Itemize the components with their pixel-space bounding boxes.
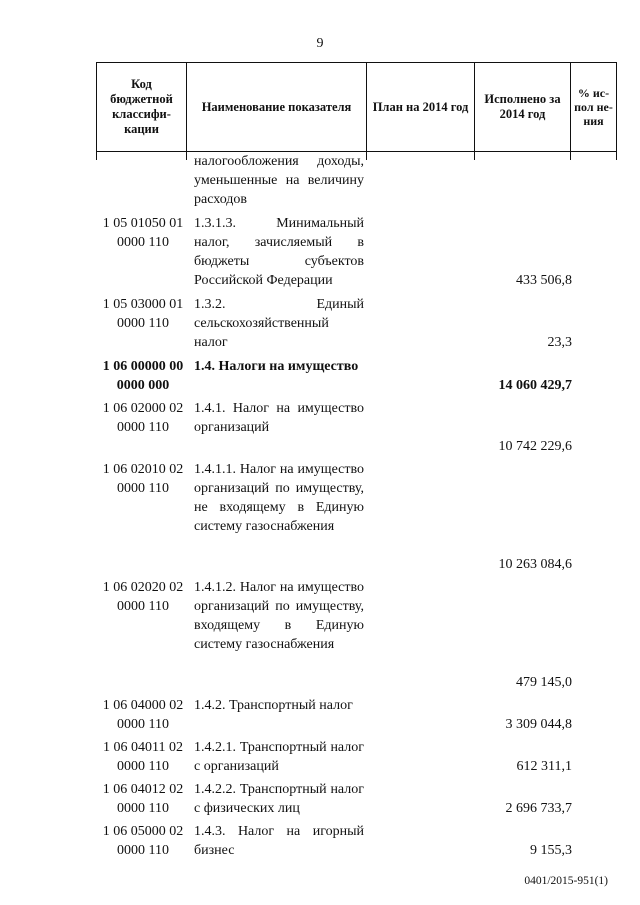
row-executed-value: 612 311,1 — [516, 759, 572, 774]
row-plan — [364, 214, 475, 290]
header-percent: % ис-пол не-ния — [571, 63, 617, 152]
row-code: 1 06 04012 02 0000 110 — [102, 782, 184, 816]
row-name: 1.4.1. Налог на имущество организаций — [194, 401, 364, 435]
row-code: 1 06 05000 02 0000 110 — [102, 824, 184, 858]
row-code: 1 05 03000 01 0000 110 — [102, 297, 184, 331]
document-code: 0401/2015-951(1) — [524, 875, 608, 887]
header-executed: Исполнено за 2014 год — [475, 63, 571, 152]
row-plan — [364, 578, 475, 692]
row-executed-value: 10 263 084,6 — [498, 557, 572, 572]
header-plan: План на 2014 год — [367, 63, 475, 152]
row-percent — [572, 780, 616, 818]
table-row — [96, 780, 616, 818]
table-row — [96, 214, 616, 290]
row-executed-value: 9 155,3 — [530, 843, 572, 858]
row-code: 1 06 02010 02 0000 110 — [102, 462, 184, 496]
row-percent — [572, 399, 616, 456]
row-plan — [364, 152, 475, 209]
table-row — [96, 578, 616, 692]
row-executed-value: 433 506,8 — [516, 273, 572, 288]
row-code: 1 06 02000 02 0000 110 — [102, 401, 184, 435]
row-name: 1.4.2.1. Транспортный налог с организаций — [194, 740, 364, 774]
row-percent — [572, 696, 616, 734]
row-percent — [572, 578, 616, 692]
row-executed — [475, 214, 572, 290]
row-name: 1.4. Налоги на имущество — [194, 359, 359, 374]
row-plan — [364, 822, 475, 860]
row-plan — [364, 460, 475, 574]
row-executed — [475, 295, 572, 352]
row-percent — [572, 214, 616, 290]
row-name: 1.3.2. Единый сельскохозяйственный налог — [194, 297, 364, 350]
page-number: 9 — [316, 36, 324, 51]
row-name: 1.4.1.2. Налог на имущество организаций по имуществу, входящему в Единую систему газоснабжения — [194, 580, 364, 652]
row-executed — [475, 578, 572, 692]
row-executed — [475, 822, 572, 860]
row-code: 1 06 00000 00 0000 000 — [102, 359, 184, 393]
column-divider — [616, 152, 617, 160]
row-percent — [572, 738, 616, 776]
row-code: 1 05 01050 01 0000 110 — [102, 216, 184, 250]
row-code: 1 06 04011 02 0000 110 — [103, 740, 183, 774]
table-row — [96, 152, 616, 209]
row-percent — [572, 822, 616, 860]
row-executed — [475, 738, 572, 776]
row-plan — [364, 295, 475, 352]
table-row — [96, 822, 616, 860]
row-name: 1.4.2. Транспортный налог — [194, 698, 353, 713]
row-executed-value: 2 696 733,7 — [505, 801, 572, 816]
row-executed-value: 479 145,0 — [516, 675, 572, 690]
row-code — [96, 152, 190, 209]
header-name: Наименование показателя — [187, 63, 367, 152]
row-name: налогообложения доходы, уменьшенные на величину расходов — [194, 154, 364, 207]
row-plan — [364, 399, 475, 456]
table-body — [96, 152, 616, 860]
row-plan — [364, 738, 475, 776]
row-plan — [364, 357, 475, 395]
row-executed-value: 3 309 044,8 — [505, 717, 572, 732]
row-percent — [572, 295, 616, 352]
table-header — [96, 62, 617, 152]
table-row — [96, 399, 616, 456]
row-percent — [572, 460, 616, 574]
row-code: 1 06 04000 02 0000 110 — [102, 698, 184, 732]
row-executed — [475, 780, 572, 818]
table-row — [96, 696, 616, 734]
row-executed — [475, 152, 572, 209]
row-name: 1.4.3. Налог на игорный бизнес — [194, 824, 364, 858]
row-name: 1.3.1.3. Минимальный налог, зачисляемый в бюджеты субъектов Российской Федерации — [194, 216, 364, 288]
row-executed-value: 14 060 429,7 — [498, 378, 572, 393]
table-row — [96, 295, 616, 352]
table-row — [96, 460, 616, 574]
table-row — [96, 357, 616, 395]
row-executed-value: 23,3 — [547, 335, 572, 350]
table-row — [96, 738, 616, 776]
row-executed — [475, 399, 572, 456]
row-executed — [475, 696, 572, 734]
row-plan — [364, 780, 475, 818]
header-code: Код бюджетной классифи-кации — [97, 63, 187, 152]
row-executed — [475, 460, 572, 574]
row-percent — [572, 357, 616, 395]
row-plan — [364, 696, 475, 734]
row-name: 1.4.1.1. Налог на имущество организаций по имуществу, не входящему в Единую систему газоснабжения — [194, 462, 364, 534]
row-percent — [572, 152, 616, 209]
row-executed — [475, 357, 572, 395]
row-code: 1 06 02020 02 0000 110 — [102, 580, 184, 614]
row-name: 1.4.2.2. Транспортный налог с физических лиц — [194, 782, 364, 816]
row-executed-value: 10 742 229,6 — [498, 439, 572, 454]
